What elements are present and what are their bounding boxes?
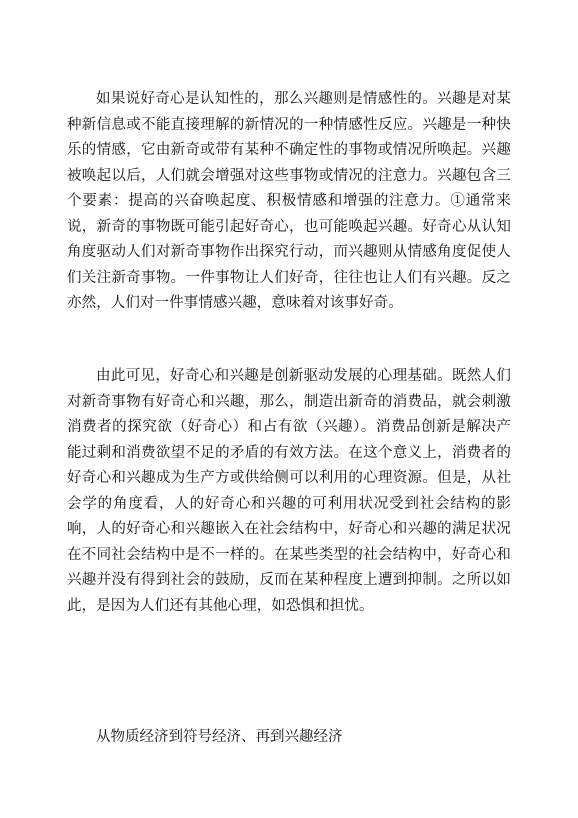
section-heading: 从物质经济到符号经济、再到兴趣经济 [96,729,343,745]
body-paragraph: 如果说好奇心是认知性的，那么兴趣则是情感性的。兴趣是对某种新信息或不能直接理解的新情况的一种情感性反应。兴趣是一种快乐的情感，它由新奇或带有某种不确定性的事物或情况所唤起。兴趣被唤起以后，人们就会增强对这些事物或情况的注意力。兴趣包含三个要素：提高的兴奋唤起度、积极情感和增强的注意力。①通常来说，新奇的事物既可能引起好奇心，也可能唤起兴趣。好奇心从认知角度驱动人们对新奇事物作出探究行动，而兴趣则从情感角度促使人们关注新奇事物。一件事物让人们好奇，往往也让人们有兴趣。反之亦然，人们对一件事情感兴趣，意味着对该事好奇。 [67,91,511,311]
body-paragraph: 由此可见，好奇心和兴趣是创新驱动发展的心理基础。既然人们对新奇事物有好奇心和兴趣，那么，制造出新奇的消费品，就会刺激消费者的探究欲（好奇心）和占有欲（兴趣）。消费品创新是解决产能过剩和消费欲望不足的矛盾的有效方法。在这个意义上，消费者的好奇心和兴趣成为生产方或供给侧可以利用的心理资源。但是，从社会学的角度看，人的好奇心和兴趣的可利用状况受到社会结构的影响，人的好奇心和兴趣嵌入在社会结构中，好奇心和兴趣的满足状况在不同社会结构中是不一样的。在某些类型的社会结构中，好奇心和兴趣并没有得到社会的鼓励，反而在某种程度上遭到抑制。之所以如此，是因为人们还有其他心理，如恐惧和担忧。 [67,368,511,614]
